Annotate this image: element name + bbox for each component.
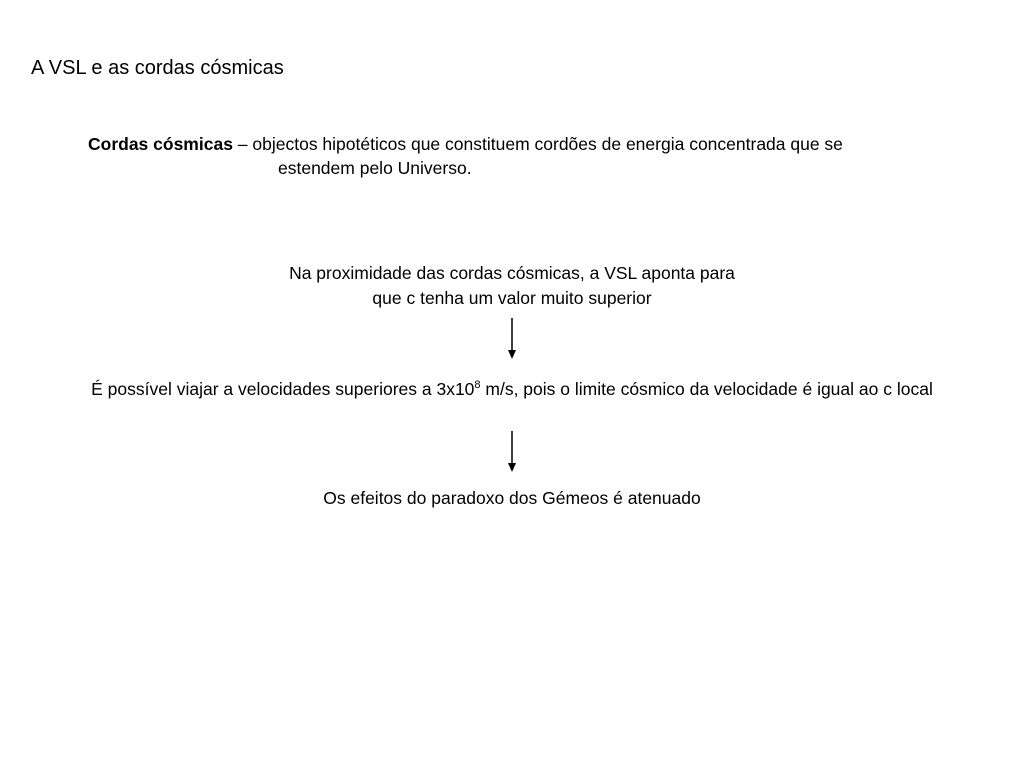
consequence-text: [0, 377, 1024, 402]
consequence-before: É possível viajar a velocidades superiores a 3x10: [91, 379, 475, 399]
definition-line-2: estendem pelo Universo.: [278, 158, 472, 178]
definition-term: Cordas cósmicas: [88, 134, 233, 154]
down-arrow-icon: [505, 431, 519, 473]
premise-line-2: que c tenha um valor muito superior: [372, 288, 652, 308]
premise-text: [0, 261, 1024, 311]
definition-block: [88, 132, 968, 180]
down-arrow-icon: [505, 318, 519, 360]
consequence-after: m/s, pois o limite cósmico da velocidade é igual ao c local: [480, 379, 933, 399]
slide-title: A VSL e as cordas cósmicas: [31, 57, 284, 79]
definition-text: – objectos hipotéticos que constituem cordões de energia concentrada que se: [232, 134, 843, 154]
definition-line-1: [88, 132, 968, 156]
conclusion-text: Os efeitos do paradoxo dos Gémeos é atenuado: [323, 488, 701, 508]
premise-line-1: Na proximidade das cordas cósmicas, a VSL aponta para: [289, 263, 735, 283]
consequence-exponent: 8: [474, 379, 481, 392]
